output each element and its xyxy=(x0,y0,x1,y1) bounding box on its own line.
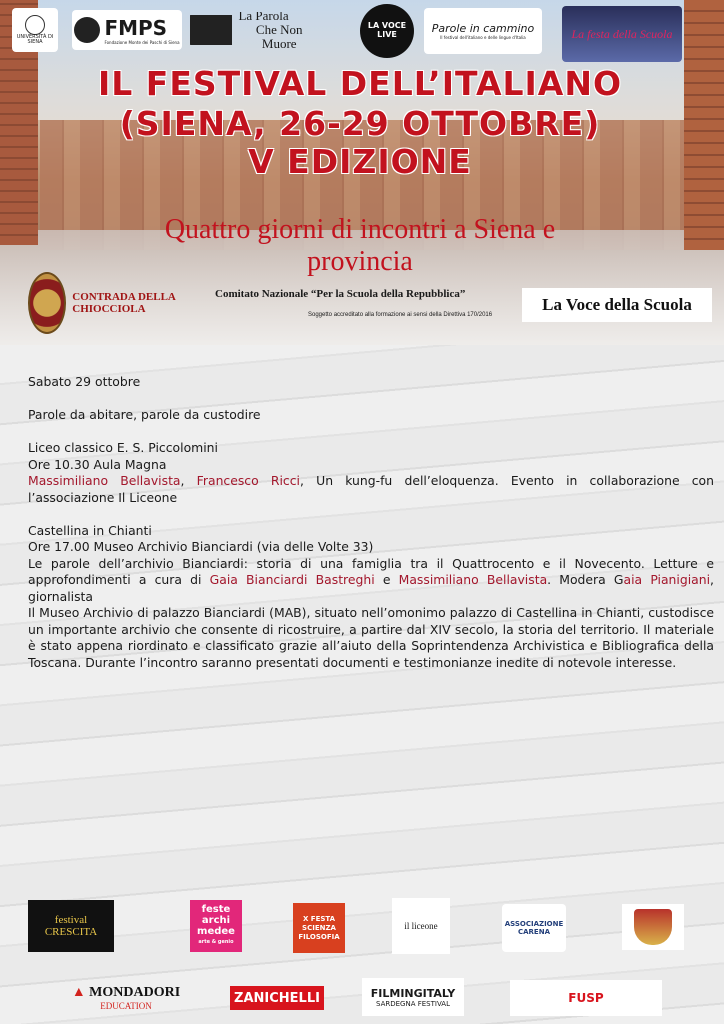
festival-crescita-text: festival CRESCITA xyxy=(44,914,98,938)
event1-time: Ore 10.30 Aula Magna xyxy=(28,456,167,472)
fusp-text: FUSP xyxy=(568,991,604,1005)
accreditation-text: Soggetto accreditato alla formazione ai sensi della Direttiva 170/2016 xyxy=(308,312,493,318)
event2-time: Ore 17.00 Museo Archivio Bianciardi (via delle Volte 33) xyxy=(28,539,374,554)
la-parola-line1: La Parola xyxy=(238,12,289,23)
festa-scuola-text: La festa della Scuola xyxy=(571,26,673,41)
la-voce-live-text: LA VOCE LIVE xyxy=(367,21,407,39)
event2-description xyxy=(28,556,714,606)
title-line1: IL FESTIVAL DELL’ITALIANO xyxy=(97,64,622,103)
event-content xyxy=(28,374,714,671)
title-line3: V EDIZIONE xyxy=(248,142,472,181)
la-parola-line2: Che Non Muore xyxy=(255,22,303,48)
filmingitaly-subtext: SARDEGNA FESTIVAL xyxy=(376,999,450,1008)
fusp-logo xyxy=(510,980,662,1016)
subtitle-line1: Quattro giorni di incontri a Siena e xyxy=(164,214,556,245)
la-voce-scuola-logo: La Voce della Scuola xyxy=(522,288,712,322)
mondadori-logo xyxy=(60,983,192,1013)
carena-logo xyxy=(502,904,566,952)
fmps-seal-icon xyxy=(74,17,100,43)
event2-curator1: Gaia Bianciardi Bastreghi xyxy=(209,572,375,587)
festa-scienza-text: X FESTA SCIENZA FILOSOFIA xyxy=(298,914,340,941)
event2-moderator-label: . Modera G xyxy=(547,572,624,587)
comitato-text: Comitato Nazionale “Per la Scuola della Repubblica” xyxy=(215,288,466,300)
fmps-subtext: Fondazione Monte dei Paschi di Siena xyxy=(104,39,180,45)
unisi-text: UNIVERSITÀ DI SIENA xyxy=(16,33,54,45)
feste-archimedee-text: feste archi medee xyxy=(197,904,235,937)
subtitle-line2: provincia xyxy=(307,246,413,277)
event2-and: e xyxy=(374,572,399,587)
event1-speaker2: Francesco Ricci xyxy=(196,473,301,488)
event1-place: Liceo classico E. S. Piccolomini xyxy=(28,440,218,455)
liceone-logo xyxy=(392,898,450,954)
event1-desc-text: , Un kung-fu dell’eloquenza. Evento in collaborazione con l’associazione Il Liceone xyxy=(28,473,714,505)
carena-text: ASSOCIAZIONE CARENA xyxy=(504,920,564,936)
fmps-logo xyxy=(72,10,182,50)
filmingitaly-text: FILMINGITALY xyxy=(370,986,456,1000)
tower-right-image xyxy=(684,0,724,250)
contrada-text: CONTRADA DELLA CHIOCCIOLA xyxy=(72,291,176,315)
coat-of-arms-logo xyxy=(622,904,684,950)
mondadori-subtext: EDUCATION xyxy=(100,1001,152,1011)
parole-cammino-logo xyxy=(424,8,542,54)
filmingitaly-logo xyxy=(362,978,464,1016)
zanichelli-logo xyxy=(230,986,324,1010)
event1-separator: , xyxy=(180,473,197,488)
contrada-seal-icon xyxy=(28,272,66,334)
header-banner xyxy=(0,0,724,345)
feste-archimedee-subtext: arte & genio xyxy=(198,939,234,945)
mondadori-icon: ▲ xyxy=(71,985,86,1000)
event2-paragraph: Il Museo Archivio di palazzo Bianciardi (MAB), situato nell’omonimo palazzo di Castellina in Chianti, custodisce un importante archivio che consente di ricostruire, a partire dal XIV secolo, la storia del territorio. Il materiale è stato appena riordinato e classificato grazie all’aiuto della Soprintendenza Archivistica e Bibliografica della Toscana. Durante l’incontro saranno presentati documenti e testimonianze inedite di notevole interesse. xyxy=(28,605,714,670)
event2-place: Castellina in Chianti xyxy=(28,522,152,538)
la-parola-logo xyxy=(190,12,320,48)
coat-of-arms-icon xyxy=(634,909,672,945)
event1-description xyxy=(28,473,714,506)
event1-speaker1: Massimiliano Bellavista xyxy=(28,473,181,488)
event-date: Sabato 29 ottobre xyxy=(28,374,141,389)
festa-scuola-logo xyxy=(562,6,682,62)
unisi-seal-icon xyxy=(25,15,45,35)
parole-cammino-text: Parole in cammino xyxy=(431,22,535,35)
la-voce-live-logo xyxy=(360,4,414,58)
event2-curator2: Massimiliano Bellavista xyxy=(398,572,548,587)
parole-cammino-subtext: Il festival dell'italiano e delle lingue d'Italia xyxy=(440,35,526,40)
zanichelli-text: ZANICHELLI xyxy=(234,990,320,1006)
title-line2: (SIENA, 26-29 OTTOBRE) xyxy=(119,104,601,143)
event2-moderator-name: aia Pianigiani xyxy=(623,572,711,587)
event2-moderator-role: , giornalista xyxy=(28,572,714,604)
feste-archimedee-logo xyxy=(190,900,242,952)
festival-crescita-logo xyxy=(28,900,114,952)
fmps-text: FMPS xyxy=(104,15,168,40)
event-theme: Parole da abitare, parole da custodire xyxy=(28,407,261,422)
contrada-logo xyxy=(28,272,178,334)
liceone-text: il liceone xyxy=(404,921,438,931)
event2-desc-text: Le parole dell’archivio Bianciardi: storia di una famiglia tra il Quattrocento e il Novecento. Letture e approfondimenti a cura di xyxy=(28,555,714,587)
book-icon xyxy=(190,15,232,45)
mondadori-text: MONDADORI xyxy=(89,985,181,1000)
unisi-logo xyxy=(12,8,58,52)
festa-scienza-logo xyxy=(293,903,345,953)
